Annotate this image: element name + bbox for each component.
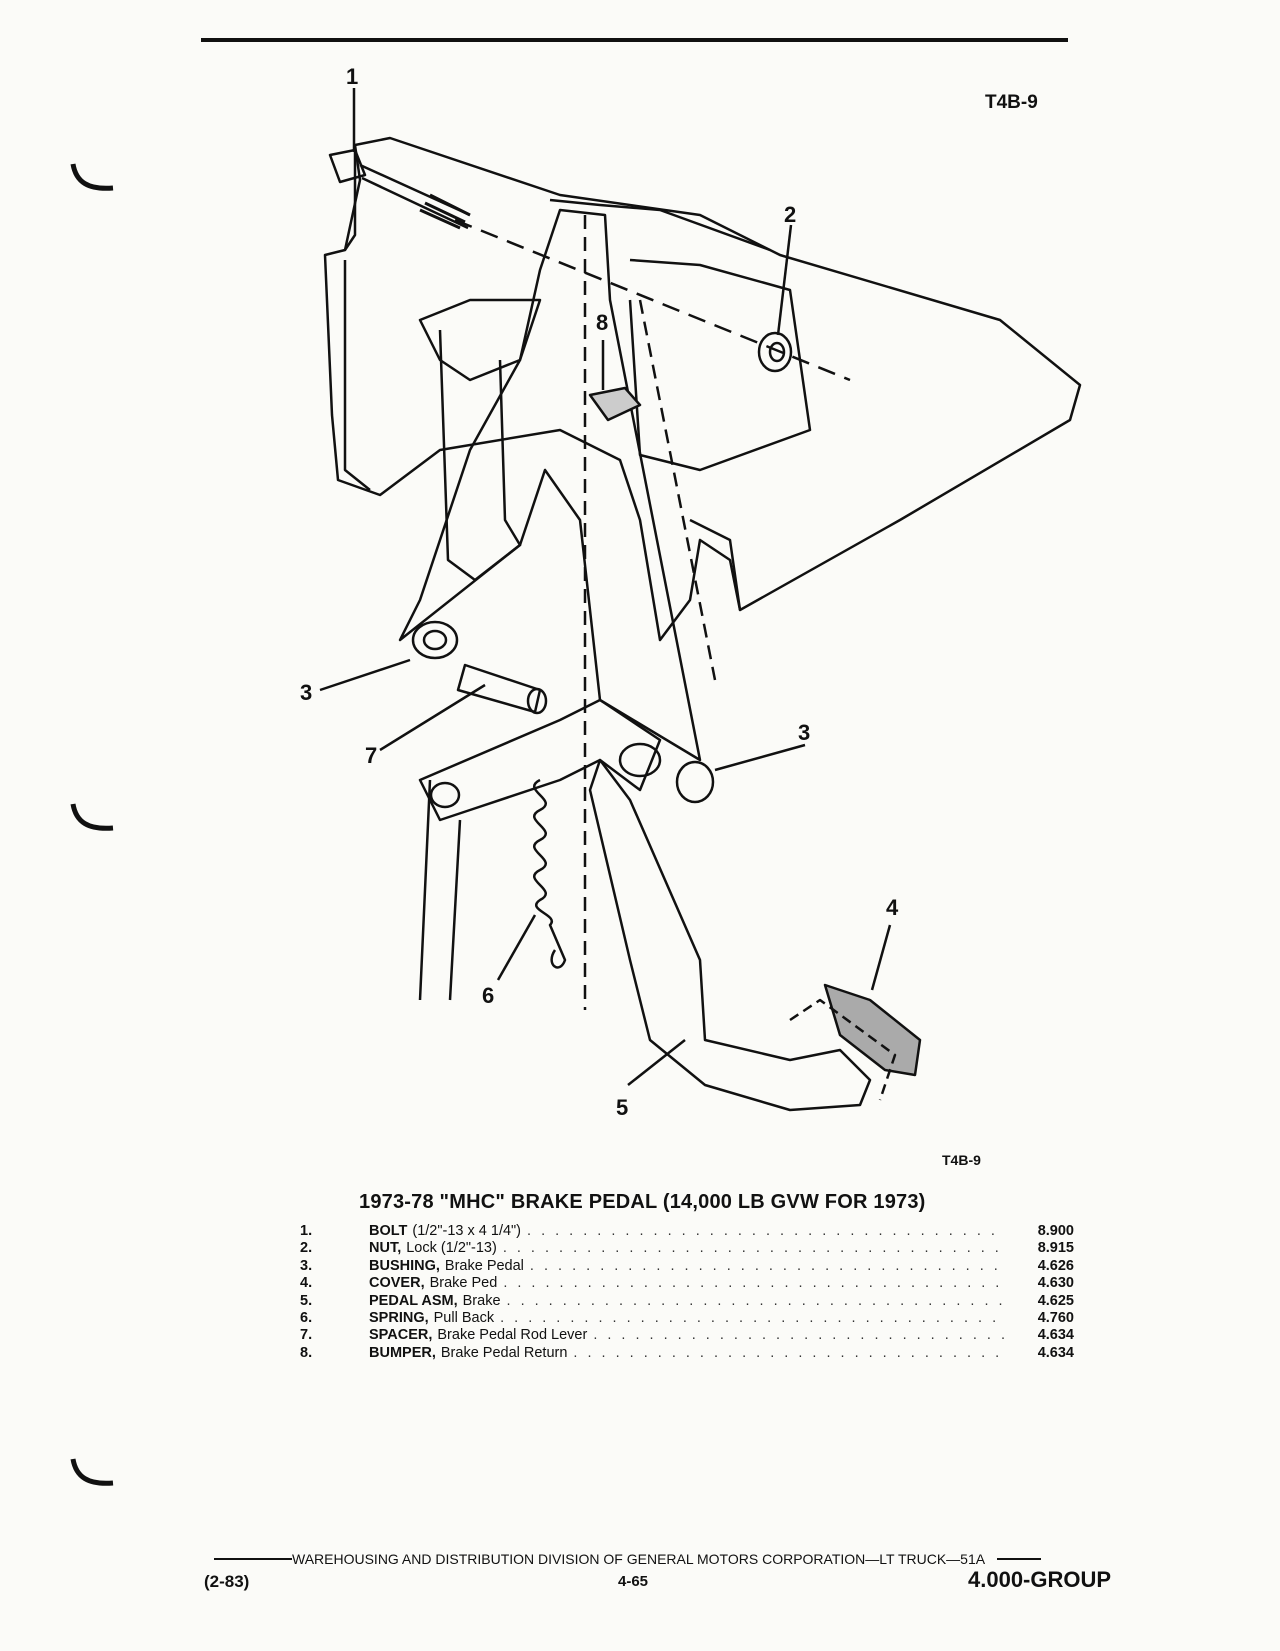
part-description: Lock (1/2"-13) — [406, 1240, 497, 1257]
dot-leader — [593, 1327, 1006, 1344]
parts-list-row — [300, 1310, 1080, 1327]
parts-list-title: 1973-78 "MHC" BRAKE PEDAL (14,000 LB GVW FOR 1973) — [359, 1191, 926, 1213]
parts-list-row — [300, 1240, 1080, 1257]
part-number: 1. — [300, 1223, 313, 1239]
part-name: NUT, — [369, 1240, 402, 1257]
part-group-code: 4.630 — [1037, 1275, 1074, 1292]
parts-list-row — [300, 1293, 1080, 1310]
part-number: 7. — [300, 1327, 313, 1344]
parts-list-row — [300, 1275, 1080, 1292]
footer-date: (2-83) — [204, 1572, 250, 1591]
part-group-code: 4.634 — [1037, 1327, 1074, 1344]
dot-leader — [503, 1275, 1006, 1292]
footer-page-number: 4-65 — [618, 1573, 649, 1590]
parts-list — [300, 1223, 1080, 1362]
part-name: SPACER, — [369, 1327, 433, 1344]
dot-leader — [530, 1258, 1006, 1275]
parts-list-row — [300, 1223, 1080, 1240]
dot-leader — [507, 1293, 1006, 1310]
part-group-code: 4.626 — [1037, 1257, 1074, 1274]
part-number: 3. — [300, 1257, 313, 1274]
bushing-part-left — [413, 622, 457, 658]
callout-label-4: 4 — [886, 895, 899, 920]
part-number: 2. — [300, 1240, 313, 1257]
dot-leader — [503, 1240, 1006, 1257]
part-name: BOLT — [369, 1223, 408, 1239]
binder-hole-mark-middle — [68, 800, 118, 840]
part-description: Brake Pedal Rod Lever — [437, 1327, 588, 1344]
part-group-code: 8.915 — [1037, 1240, 1074, 1257]
part-name: BUSHING, — [369, 1257, 440, 1274]
callout-label-5: 5 — [616, 1095, 629, 1120]
part-number: 5. — [300, 1292, 313, 1309]
part-name: SPRING, — [369, 1309, 429, 1326]
part-description: Pull Back — [433, 1309, 495, 1326]
footer-group: 4.000-GROUP — [968, 1567, 1112, 1592]
part-group-code: 4.634 — [1037, 1344, 1074, 1361]
dot-leader — [573, 1345, 1006, 1362]
lock-nut-part — [759, 333, 791, 371]
binder-hole-mark-bottom — [68, 1455, 118, 1495]
bushing-part-right — [677, 762, 713, 802]
parts-list-row — [300, 1327, 1080, 1344]
part-group-code: 8.900 — [1037, 1223, 1074, 1239]
binder-hole-mark-top — [68, 160, 118, 200]
callout-label-6: 6 — [482, 983, 495, 1008]
callout-label-2: 2 — [784, 202, 797, 227]
part-name: BUMPER, — [369, 1344, 436, 1361]
part-description: Brake Pedal — [444, 1257, 524, 1274]
figure-code-bottom: T4B-9 — [942, 1152, 981, 1168]
part-description: Brake Pedal Return — [440, 1344, 568, 1361]
part-description: Brake Ped — [429, 1275, 498, 1292]
part-group-code: 4.760 — [1037, 1309, 1074, 1326]
part-number: 8. — [300, 1344, 313, 1361]
part-number: 4. — [300, 1275, 313, 1292]
callout-label-3-right: 3 — [798, 720, 811, 745]
dot-leader — [527, 1223, 1006, 1240]
dot-leader — [500, 1310, 1006, 1327]
part-group-code: 4.625 — [1037, 1292, 1074, 1309]
part-name: COVER, — [369, 1275, 425, 1292]
pedal-cover-part — [825, 985, 920, 1075]
part-number: 6. — [300, 1309, 313, 1326]
callout-label-7: 7 — [365, 743, 378, 768]
parts-list-row — [300, 1258, 1080, 1275]
parts-list-row — [300, 1345, 1080, 1362]
part-name: PEDAL ASM, — [369, 1292, 458, 1309]
top-rule — [201, 38, 1068, 42]
callout-label-1: 1 — [346, 64, 359, 89]
figure-code-top: T4B-9 — [985, 92, 1038, 113]
brake-pedal-exploded-diagram — [240, 60, 1140, 1150]
part-description: Brake — [462, 1292, 501, 1309]
footer-publisher: WAREHOUSING AND DISTRIBUTION DIVISION OF GENERAL MOTORS CORPORATION—LT TRUCK—51A — [292, 1551, 986, 1567]
pull-back-spring — [534, 780, 565, 967]
callout-label-8: 8 — [596, 310, 609, 335]
callout-label-3-left: 3 — [300, 680, 313, 705]
part-description: (1/2"-13 x 4 1/4") — [412, 1223, 522, 1239]
footer-publisher-line — [214, 1551, 1041, 1567]
